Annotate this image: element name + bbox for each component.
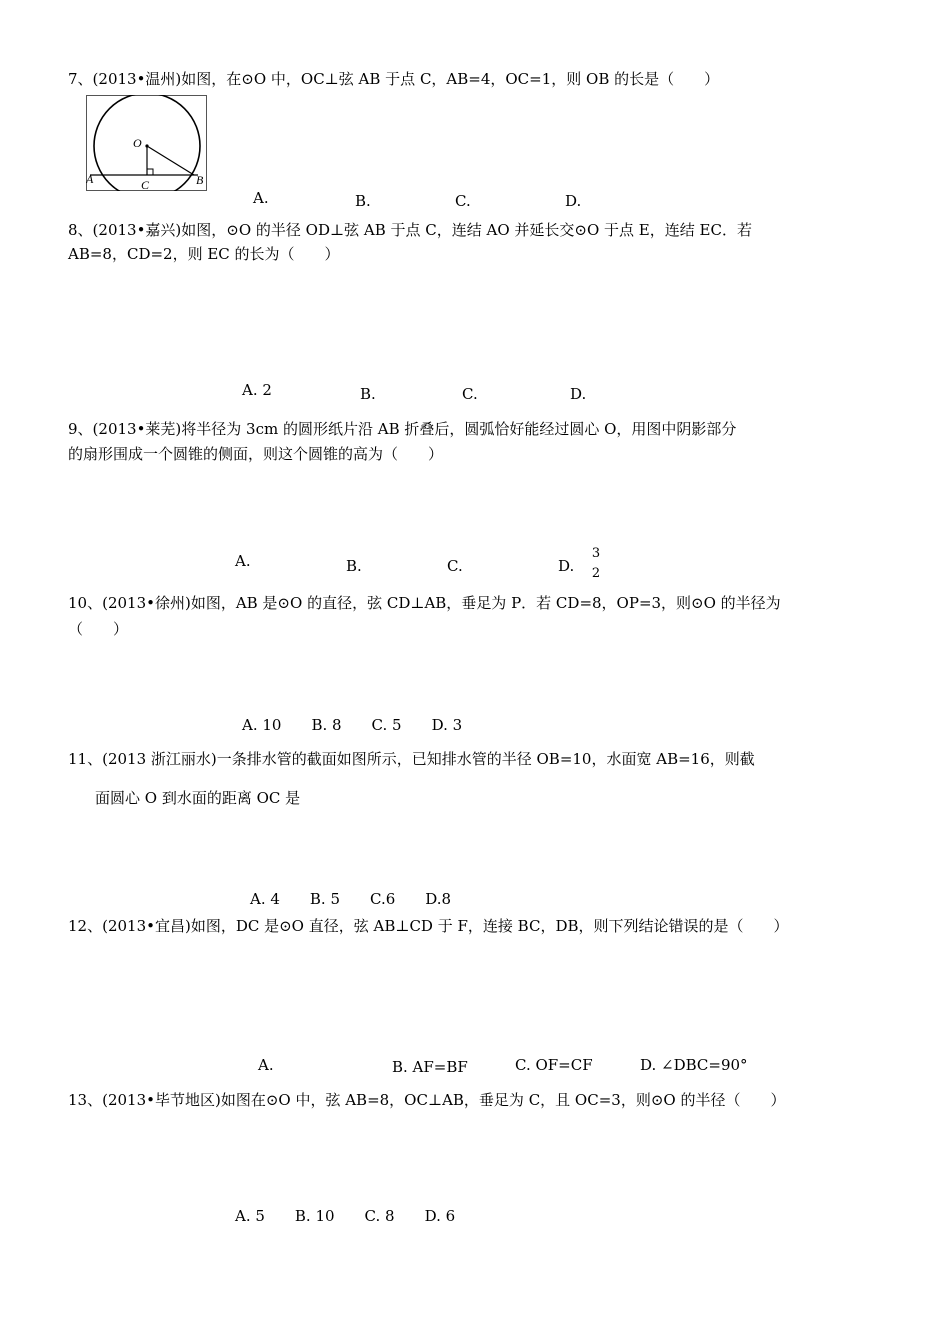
- center-point: [145, 144, 148, 147]
- q12-option-a[interactable]: A.: [258, 1056, 274, 1074]
- q13-options[interactable]: A. 5 B. 10 C. 8 D. 6: [235, 1207, 456, 1225]
- q8-option-c[interactable]: C.: [462, 385, 478, 403]
- q8-stem-line2: AB=8，CD=2，则 EC 的长为（ ）: [68, 245, 340, 263]
- q9-option-c[interactable]: C.: [447, 557, 463, 575]
- q10-stem-line1: 10、(2013•徐州)如图，AB 是⊙O 的直径，弦 CD⊥AB，垂足为 P．若 CD=8，OP=3，则⊙O 的半径为: [68, 594, 781, 612]
- q8-stem-line1: 8、(2013•嘉兴)如图，⊙O 的半径 OD⊥弦 AB 于点 C，连结 AO 并延长交⊙O 于点 E，连结 EC．若: [68, 221, 752, 239]
- q13-stem: 13、(2013•毕节地区)如图在⊙O 中，弦 AB=8，OC⊥AB，垂足为 C，且 OC=3，则⊙O 的半径（ ）: [68, 1091, 786, 1109]
- q9-option-d[interactable]: D.: [558, 557, 575, 575]
- q7-circle-figure: [86, 95, 208, 191]
- right-angle-mark: [147, 169, 153, 175]
- q11-stem-line2: 面圆心 O 到水面的距离 OC 是: [95, 789, 301, 807]
- q12-option-c[interactable]: C. OF=CF: [515, 1056, 593, 1074]
- label-c: C: [141, 178, 150, 191]
- q9-stem-line2: 的扇形围成一个圆锥的侧面，则这个圆锥的高为（ ）: [68, 445, 444, 463]
- q7-option-a[interactable]: A.: [253, 189, 269, 207]
- q8-option-a[interactable]: A. 2: [242, 381, 272, 399]
- q9-option-a[interactable]: A.: [235, 552, 251, 570]
- q7-option-d[interactable]: D.: [565, 192, 582, 210]
- q10-stem-line2: （ ）: [68, 620, 129, 638]
- q7-option-b[interactable]: B.: [355, 192, 371, 210]
- q12-option-b[interactable]: B. AF=BF: [392, 1058, 468, 1076]
- circle-o: [94, 95, 200, 191]
- q8-option-b[interactable]: B.: [360, 385, 376, 403]
- label-a: A: [86, 172, 94, 186]
- segment-ob: [147, 146, 194, 175]
- q7-stem: 7、(2013•温州)如图，在⊙O 中，OC⊥弦 AB 于点 C，AB=4，OC=1，则 OB 的长是（ ）: [68, 70, 720, 88]
- q9-option-b[interactable]: B.: [346, 557, 362, 575]
- q12-stem: 12、(2013•宜昌)如图，DC 是⊙O 直径，弦 AB⊥CD 于 F，连接 BC，DB，则下列结论错误的是（ ）: [68, 917, 789, 935]
- q10-options[interactable]: A. 10 B. 8 C. 5 D. 3: [242, 716, 463, 734]
- label-o: O: [133, 136, 142, 150]
- q12-option-d[interactable]: D. ∠DBC=90°: [640, 1056, 748, 1074]
- q8-option-d[interactable]: D.: [570, 385, 587, 403]
- figure-frame: [87, 96, 207, 191]
- q9-stem-line1: 9、(2013•莱芜)将半径为 3cm 的圆形纸片沿 AB 折叠后，圆弧恰好能经过圆心 O，用图中阴影部分: [68, 420, 737, 438]
- q9-d-fraction-numerator: 3: [591, 546, 601, 561]
- q7-option-c[interactable]: C.: [455, 192, 471, 210]
- q9-d-fraction-denominator: 2: [591, 566, 601, 581]
- q11-stem-line1: 11、(2013 浙江丽水)一条排水管的截面如图所示，已知排水管的半径 OB=10，水面宽 AB=16，则截: [68, 750, 755, 768]
- q11-options[interactable]: A. 4 B. 5 C.6 D.8: [250, 890, 452, 908]
- label-b: B: [196, 173, 204, 187]
